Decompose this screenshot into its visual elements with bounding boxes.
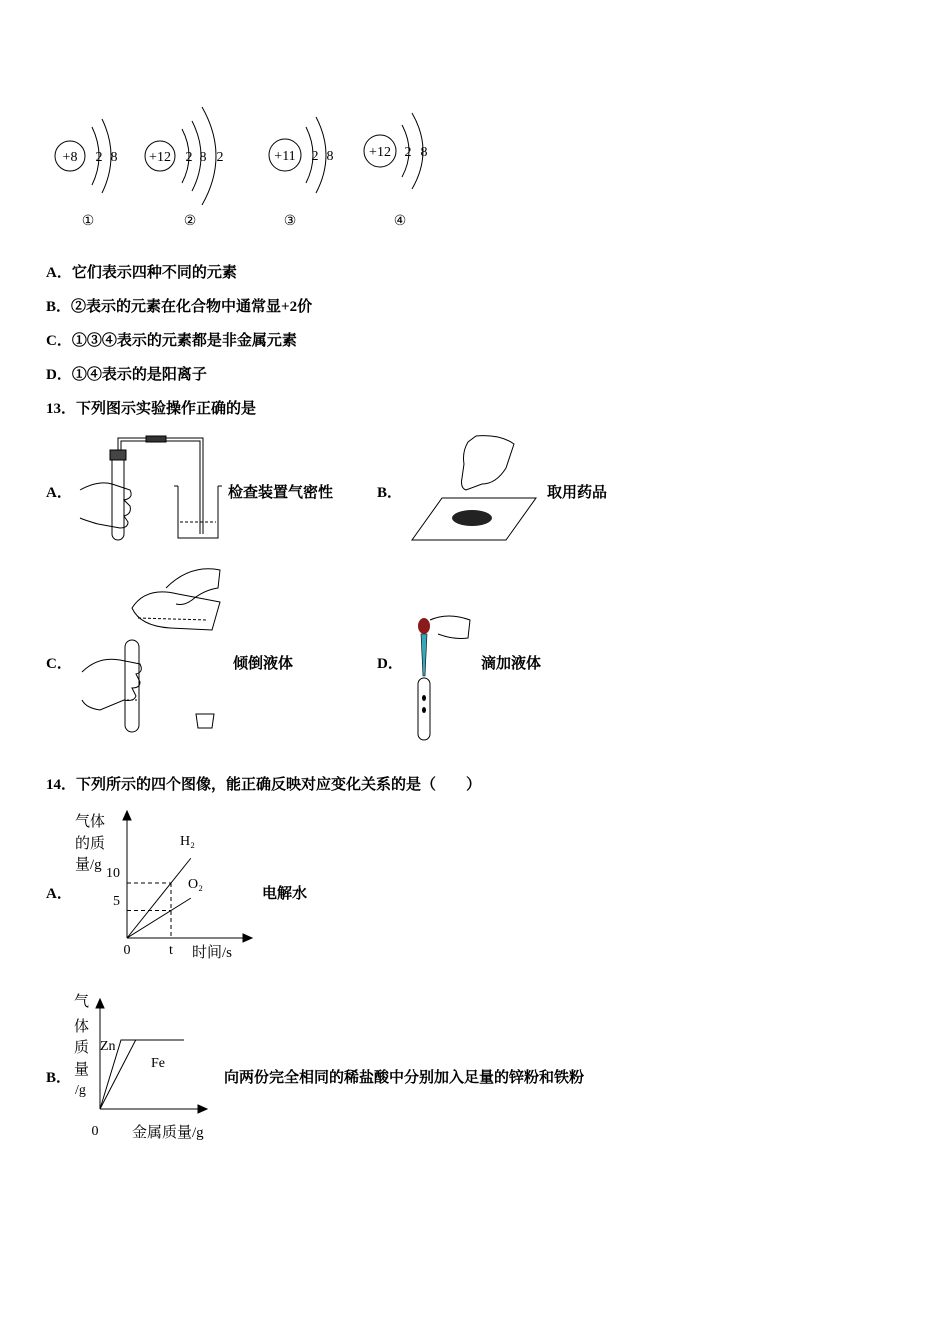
q14-option-a-letter[interactable]: A． (46, 886, 72, 902)
powder-pile (452, 510, 492, 526)
q14-option-b-letter[interactable]: B． (46, 1070, 72, 1086)
atom-3-nucleus-label: +11 (274, 149, 296, 164)
q12-option-b[interactable] (46, 295, 312, 316)
atom-3-index: ③ (283, 214, 297, 229)
drop-2 (422, 707, 426, 713)
atom-4-shell-1: 2 (404, 145, 412, 160)
q13-option-a-letter[interactable]: A． (46, 485, 72, 501)
q13-option-c-letter[interactable]: C． (46, 656, 72, 672)
atom-1-shell-2: 8 (110, 150, 118, 165)
series-line-o2 (127, 898, 191, 938)
q14-stem: 14．下列所示的四个图像，能正确反映对应变化关系的是（ ） (46, 777, 482, 793)
q13-stem: 13．下列图示实验操作正确的是 (46, 401, 257, 417)
series-line-h2 (127, 858, 191, 938)
option-letter: A． (46, 265, 72, 281)
ylabel-line-1: 气体 (75, 814, 106, 830)
q12-option-c[interactable] (46, 329, 297, 350)
electrolysis-chart (70, 808, 270, 968)
atom-3-shell-2: 8 (326, 149, 334, 164)
ylabel-line-1: 气 (74, 994, 90, 1010)
xtick-t: t (169, 943, 173, 958)
taking-powder-illustration (410, 432, 540, 544)
atom-4-nucleus-label: +12 (369, 145, 391, 160)
ytick-10: 10 (106, 866, 120, 881)
q12-option-d[interactable] (46, 363, 207, 384)
zinc-iron-chart (68, 990, 228, 1145)
series-label-zn: Zn (100, 1039, 116, 1054)
dropper-tube (421, 634, 427, 676)
q13-option-d-letter[interactable]: D． (377, 656, 403, 672)
atom-2-nucleus-label: +12 (149, 150, 171, 165)
atom-4-shell-2: 8 (420, 145, 428, 160)
q14-option-a-text: 电解水 (262, 886, 308, 902)
option-letter: B． (46, 299, 72, 315)
x-axis-arrow (198, 1105, 207, 1113)
series-label-fe: Fe (151, 1056, 165, 1071)
atom-2-shell-2: 8 (199, 150, 207, 165)
dropper-bulb (418, 618, 430, 634)
series-label-o2: O₂ (188, 877, 203, 892)
option-letter: D． (46, 367, 72, 383)
adding-drops-illustration (408, 610, 478, 742)
ytick-5: 5 (113, 894, 120, 909)
ylabel-line-4: 量 (74, 1062, 90, 1078)
option-text: 它们表示四种不同的元素 (71, 265, 237, 281)
y-axis-arrow (123, 811, 131, 820)
airtightness-check-illustration (78, 432, 228, 547)
x-axis-label: 金属质量/g (132, 1125, 204, 1141)
x-axis-arrow (243, 934, 252, 942)
option-text: ①③④表示的元素都是非金属元素 (71, 333, 297, 349)
origin-label: 0 (91, 1124, 99, 1139)
q12-option-a[interactable] (46, 261, 237, 282)
q13-option-b-text: 取用药品 (547, 485, 608, 501)
atom-structure-diagrams (40, 95, 460, 235)
atom-2-shell-3: 2 (216, 150, 224, 165)
atom-2-shell-1: 2 (185, 150, 193, 165)
ylabel-line-5: /g (75, 1083, 86, 1098)
q13-option-c-text: 倾倒液体 (233, 656, 294, 672)
option-letter: C． (46, 333, 72, 349)
option-text: ①④表示的是阳离子 (71, 367, 207, 383)
ylabel-line-2: 的质 (75, 836, 106, 852)
q13-option-b-letter[interactable]: B． (377, 485, 403, 501)
q13-option-a-text: 检查装置气密性 (228, 485, 334, 501)
atom-4-index: ④ (393, 214, 407, 229)
drop-1 (422, 695, 426, 701)
atom-1-shell-1: 2 (95, 150, 103, 165)
pouring-liquid-illustration (80, 560, 230, 738)
atom-1-nucleus-label: +8 (62, 150, 78, 165)
atom-1-index: ① (81, 214, 95, 229)
option-text: ②表示的元素在化合物中通常显+2价 (71, 299, 313, 315)
x-axis-label: 时间/s (192, 945, 233, 961)
q13-option-d-text: 滴加液体 (481, 656, 542, 672)
origin-label: 0 (123, 943, 131, 958)
series-label-h2: H₂ (180, 834, 195, 849)
y-axis-arrow (96, 999, 104, 1008)
ylabel-line-3: 质 (74, 1040, 90, 1056)
ylabel-line-3: 量/g (75, 857, 102, 873)
atom-3-shell-1: 2 (311, 149, 319, 164)
q14-option-b-text: 向两份完全相同的稀盐酸中分别加入足量的锌粉和铁粉 (224, 1070, 585, 1086)
atom-2-index: ② (183, 214, 197, 229)
ylabel-line-2: 体 (74, 1019, 90, 1035)
